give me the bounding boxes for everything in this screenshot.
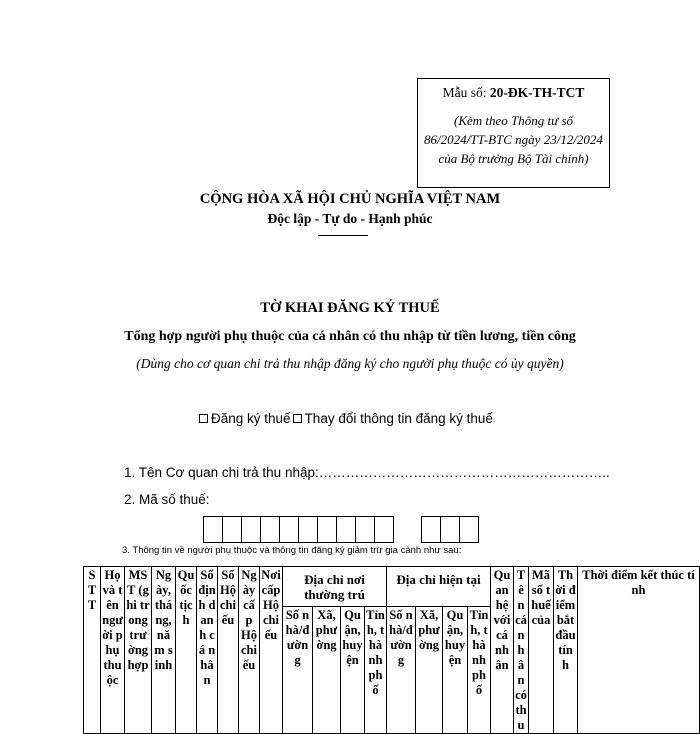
col-end-time: Thời điểm kết thúc tính <box>578 567 700 734</box>
option-register[interactable] <box>199 411 291 426</box>
col-relation: Quan hệ với cá nhân <box>491 567 514 734</box>
option-change[interactable] <box>291 411 493 426</box>
col-start-time: Thời điểm bắt đầu tính <box>554 567 578 734</box>
group-permanent-address: Địa chỉ nơi thường trú <box>283 567 387 607</box>
col-passport-place: Nơi cấp Hộ chiếu <box>260 567 283 734</box>
form-number-code: 20-ĐK-TH-TCT <box>489 85 585 100</box>
col-nationality: Quốc tịch <box>176 567 197 734</box>
col-passport-date: Ngày cấp Hộ chiếu <box>239 567 260 734</box>
change-label: Thay đổi thông tin đăng ký thuế <box>304 411 493 426</box>
national-motto: Độc lập - Tự do - Hạnh phúc <box>267 211 433 226</box>
document-subtitle: Tổng hợp người phụ thuộc của cá nhân có thu nhập từ tiền lương, tiền công <box>124 329 576 344</box>
tax-code-boxes-main[interactable] <box>203 516 393 543</box>
register-checkbox[interactable] <box>199 414 208 423</box>
tax-code-digit[interactable] <box>374 516 394 543</box>
form-number <box>418 84 609 102</box>
tax-code-digit[interactable] <box>440 516 460 543</box>
register-label: Đăng ký thuế <box>211 411 291 426</box>
document-note: (Dùng cho cơ quan chi trả thu nhập đăng ký cho người phụ thuộc có ủy quyền) <box>136 356 564 371</box>
form-number-box <box>417 78 610 188</box>
col-passport-number: Số Hộ chiếu <box>218 567 239 734</box>
motto-underline <box>318 235 368 236</box>
tax-code-digit[interactable] <box>203 516 223 543</box>
col-permanent-ward: Xã, phường <box>313 607 341 734</box>
tax-code-label: 2. Mã số thuế: <box>124 492 210 507</box>
col-permanent-street: Số nhà/đường <box>283 607 313 734</box>
col-permanent-province: Tỉnh, thành phố <box>365 607 387 734</box>
col-permanent-district: Quận, huyện <box>341 607 365 734</box>
tax-code-digit[interactable] <box>421 516 441 543</box>
col-id-number: Số định danh cá nhân <box>197 567 218 734</box>
col-payer-name: Tên cá nhân có thu <box>515 568 527 732</box>
tax-code-digit[interactable] <box>336 516 356 543</box>
tax-code-boxes-branch[interactable] <box>421 516 478 543</box>
col-mst: MST (ghi trong trường hợp <box>125 567 152 734</box>
tax-code-digit[interactable] <box>241 516 261 543</box>
col-current-province: Tỉnh, thành phố <box>468 607 491 734</box>
tax-code-digit[interactable] <box>459 516 479 543</box>
form-number-label: Mẫu số: <box>442 85 487 100</box>
tax-code-digit[interactable] <box>260 516 280 543</box>
dependents-table <box>83 566 700 734</box>
col-stt: STT <box>84 567 101 734</box>
tax-code-digit[interactable] <box>279 516 299 543</box>
col-payer-mst: Mã số thuế của <box>529 567 554 734</box>
document-title: TỜ KHAI ĐĂNG KÝ THUẾ <box>260 300 440 316</box>
tax-code-digit[interactable] <box>317 516 337 543</box>
col-name: Họ và tên người phụ thuộc <box>101 567 125 734</box>
payer-name-field[interactable]: 1. Tên Cơ quan chi trả thu nhập:……………………………………………………….. <box>124 465 610 480</box>
tax-code-digit[interactable] <box>222 516 242 543</box>
tax-code-digit[interactable] <box>355 516 375 543</box>
national-title: CỘNG HÒA XÃ HỘI CHỦ NGHĨA VIỆT NAM <box>199 191 501 207</box>
section3-label: 3. Thông tin về người phụ thuộc và thông tin đăng ký giảm trừ gia cảnh như sau: <box>122 545 462 556</box>
change-checkbox[interactable] <box>293 414 302 423</box>
tax-code-digit[interactable] <box>298 516 318 543</box>
col-current-district: Quận, huyện <box>443 607 468 734</box>
group-current-address: Địa chỉ hiện tại <box>387 567 491 607</box>
registration-options <box>199 411 493 426</box>
col-current-street: Số nhà/đường <box>387 607 416 734</box>
col-current-ward: Xã, phường <box>416 607 443 734</box>
form-reference: (Kèm theo Thông tư số 86/2024/TT-BTC ngày 23/12/2024 của Bộ trưởng Bộ Tài chính) <box>424 113 603 166</box>
col-dob: Ngày, tháng, năm sinh <box>152 567 176 734</box>
